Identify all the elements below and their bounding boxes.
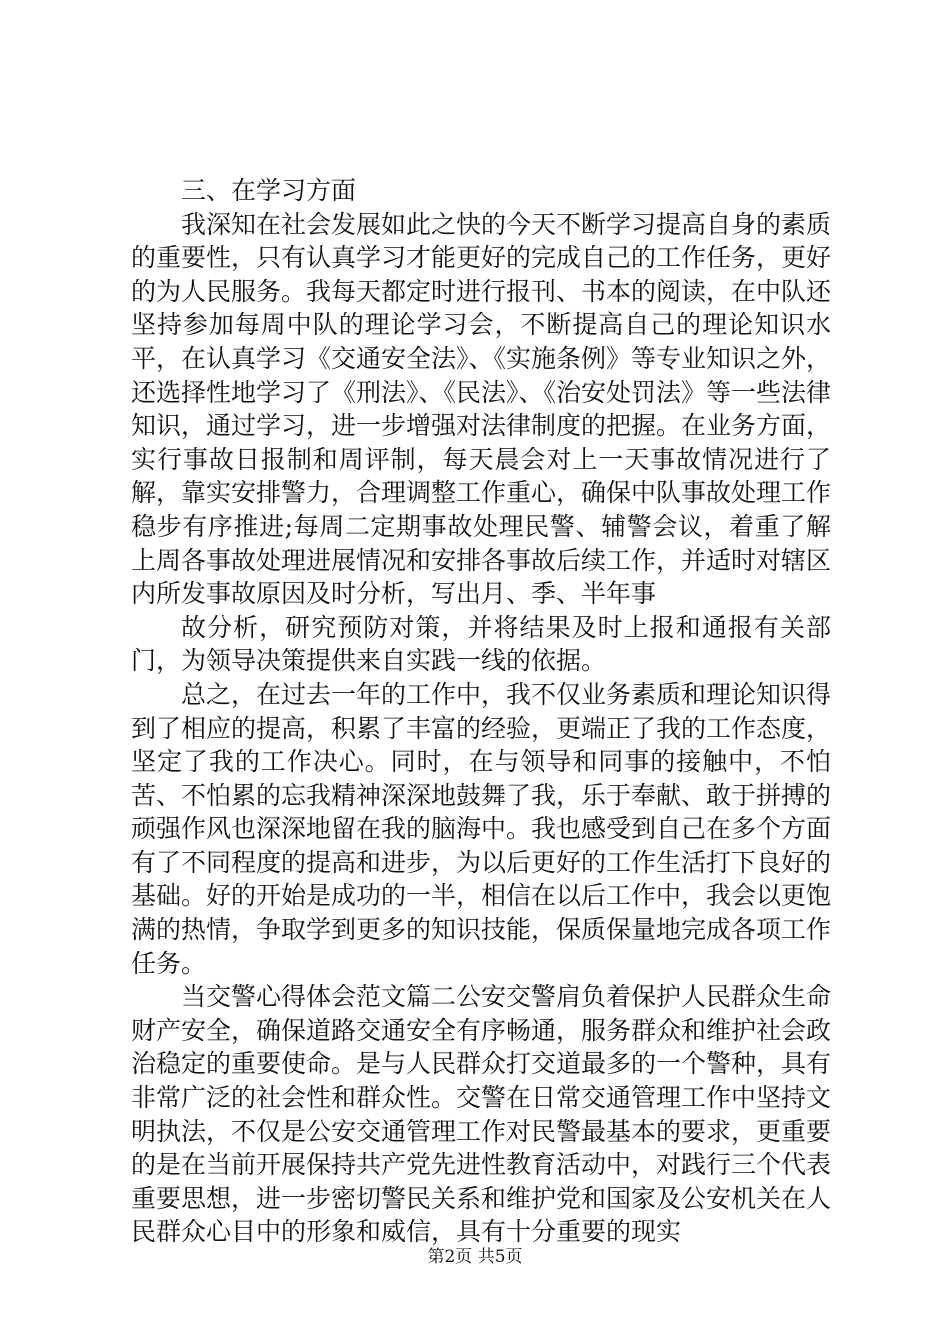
paragraph-study-details: 我深知在社会发展如此之快的今天不断学习提高自身的素质的重要性，只有认真学习才能更好的完成自己的工作任务，更好的为人民服务。我每天都定时进行报刊、书本的阅读，在中队还坚持参加每周中队的理论学习会，不断提高自己的理论知识水平，在认真学习《交通安全法》、《实施条例》等专业知识之外，还选择性地学习了《刑法》、《民法》、《治安处罚法》等一些法律知识，通过学习，进一步增强对法律制度的把握。在业务方面，实行事故日报制和周评制，每天晨会对上一天事故情况进行了解，靠实安排警力，合理调整工作重心，确保中队事故处理工作稳步有序推进;每周二定期事故处理民警、辅警会议，着重了解上周各事故处理进展情况和安排各事故后续工作，并适时对辖区内所发事故原因及时分析，写出月、季、半年事	[131, 209, 832, 609]
paragraph-accident-analysis: 故分析，研究预防对策，并将结果及时上报和通报有关部门，为领导决策提供来自实践一线的依据。	[131, 612, 831, 676]
paragraph-summary: 总之，在过去一年的工作中，我不仅业务素质和理论知识得到了相应的提高，积累了丰富的经验，更端正了我的工作态度，坚定了我的工作决心。同时，在与领导和同事的接触中，不怕苦、不怕累的忘我精神深深地鼓舞了我，乐于奉献、敢于拼搏的顽强作风也深深地留在我的脑海中。我也感受到自己在多个方面有了不同程度的提高和进步，为以后更好的工作生活打下良好的基础。好的开始是成功的一半，相信在以后工作中，我会以更饱满的热情，争取学到更多的知识技能，保质保量地完成各项工作任务。	[131, 679, 832, 978]
page-number-footer: 第2页 共5页	[427, 1247, 523, 1267]
document-body	[131, 174, 831, 1249]
paragraph-heading-study: 三、在学习方面	[181, 176, 357, 205]
paragraph-essay-two: 当交警心得体会范文篇二公安交警肩负着保护人民群众生命财产安全，确保道路交通安全有序畅通，服务群众和维护社会政治稳定的重要使命。是与人民群众打交道最多的一个警种，具有非常广泛的社会性和群众性。交警在日常交通管理工作中坚持文明执法，不仅是公安交通管理工作对民警最基本的要求，更重要的是在当前开展保持共产党先进性教育活动中，对践行三个代表重要思想，进一步密切警民关系和维护党和国家及公安机关在人民群众心目中的形象和威信，具有十分重要的现实	[131, 982, 832, 1247]
